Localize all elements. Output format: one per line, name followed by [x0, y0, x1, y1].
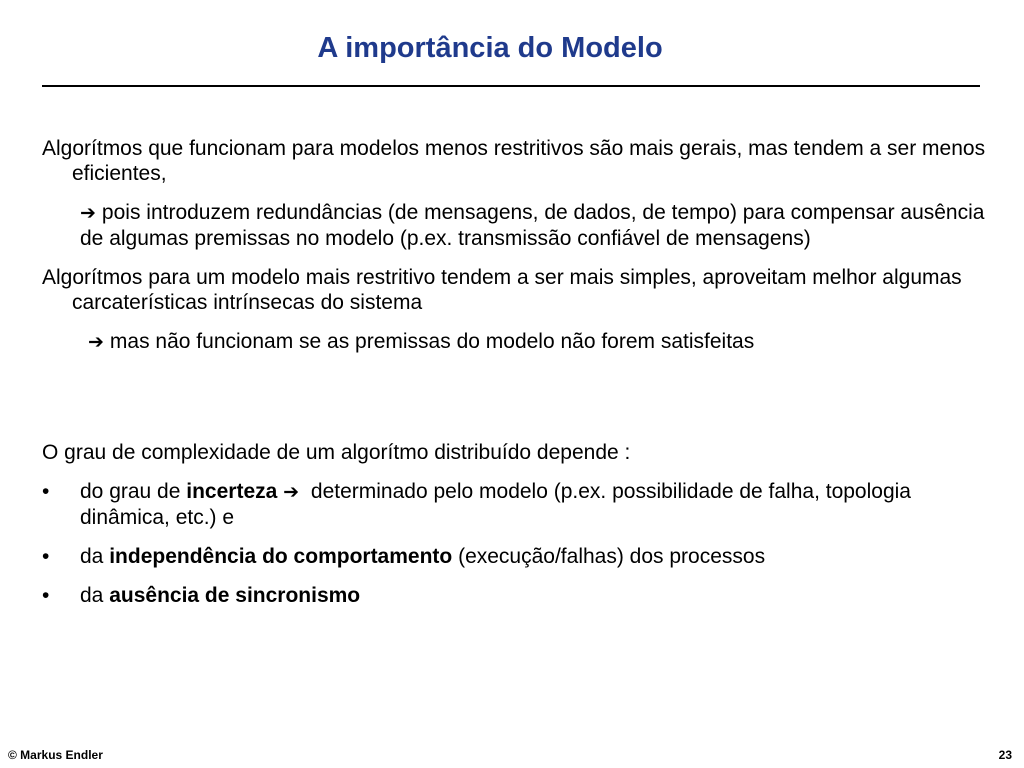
footer-author: © Markus Endler — [8, 748, 103, 762]
bullet-item-independence — [42, 544, 992, 569]
bullet-suffix: determinado pelo modelo (p.ex. possibilidade de falha, topologia dinâmica, etc.) e — [80, 480, 911, 529]
bullet-item-uncertainty — [42, 479, 992, 530]
bullet-icon: • — [42, 584, 50, 607]
arrow-point-text: pois introduzem redundâncias (de mensagens, de dados, de tempo) para compensar ausência de algumas premissas no modelo (p.ex. transmissão confiável de mensagens) — [80, 201, 985, 250]
slide-content — [42, 136, 992, 608]
bullet-prefix: do grau de — [80, 480, 187, 503]
paragraph-restrictive-algorithms: Algorítmos para um modelo mais restritivo tendem a ser mais simples, aproveitam melhor algumas carcaterísticas intrínsecas do sistema — [42, 266, 962, 314]
arrow-point-text: mas não funcionam se as premissas do modelo não forem satisfeitas — [109, 330, 755, 353]
title-divider — [42, 85, 980, 87]
arrow-right-icon: ➔ — [88, 331, 104, 353]
bullet-bold-term: ausência de sincronismo — [109, 584, 361, 607]
bullet-suffix: (execução/falhas) dos processos — [452, 545, 766, 568]
arrow-right-icon: ➔ — [283, 481, 300, 503]
bullet-prefix: da — [80, 584, 110, 607]
paragraph-general-algorithms: Algorítmos que funcionam para modelos menos restritivos são mais gerais, mas tendem a ser menos eficientes, — [42, 137, 986, 185]
bullet-item-synchronism — [42, 583, 992, 608]
paragraph-complexity: O grau de complexidade de um algorítmo distribuído depende : — [42, 441, 631, 464]
bullet-bold-term: independência do comportamento — [109, 545, 453, 568]
arrow-point-redundancies — [42, 200, 992, 251]
bullet-icon: • — [42, 545, 50, 568]
bullet-prefix: da — [80, 545, 110, 568]
bullet-icon: • — [42, 480, 50, 503]
arrow-right-icon: ➔ — [80, 202, 96, 224]
arrow-point-premises — [42, 329, 992, 355]
bullet-bold-term: incerteza — [186, 480, 278, 503]
footer-page-number: 23 — [998, 748, 1012, 762]
slide-title: A importância do Modelo — [317, 32, 663, 64]
